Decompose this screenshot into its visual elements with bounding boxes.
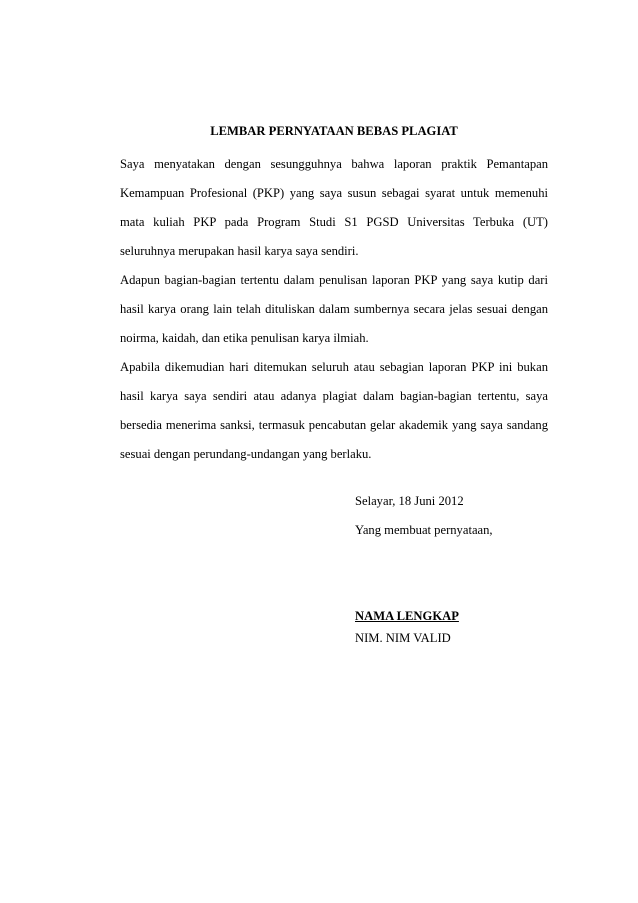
signature-maker-label: Yang membuat pernyataan,: [355, 523, 493, 537]
signature-name: NAMA LENGKAP: [355, 609, 459, 623]
paragraph-statement: Saya menyatakan dengan sesungguhnya bahwa laporan praktik Pemantapan Kemampuan Profesional (PKP) yang saya susun sebagai syarat untuk memenuhi mata kuliah PKP pada Program Studi S1 PGSD Universitas Terbuka (UT) seluruhnya merupakan hasil karya saya sendiri.: [120, 157, 548, 258]
signature-place-date: Selayar, 18 Juni 2012: [355, 494, 464, 508]
paragraph-sanctions: Apabila dikemudian hari ditemukan seluruh atau sebagian laporan PKP ini bukan hasil karya saya sendiri atau adanya plagiat dalam bagian-bagian tertentu, saya bersedia menerima sanksi, termasuk pencabutan gelar akademik yang saya sandang sesuai dengan perundang-undangan yang berlaku.: [120, 360, 548, 461]
document-title: LEMBAR PERNYATAAN BEBAS PLAGIAT: [210, 124, 458, 138]
paragraph-citations: Adapun bagian-bagian tertentu dalam penulisan laporan PKP yang saya kutip dari hasil karya orang lain telah dituliskan dalam sumbernya secara jelas sesuai dengan noirma, kaidah, dan etika penulisan karya ilmiah.: [120, 273, 548, 345]
signature-nim: NIM. NIM VALID: [355, 631, 451, 645]
